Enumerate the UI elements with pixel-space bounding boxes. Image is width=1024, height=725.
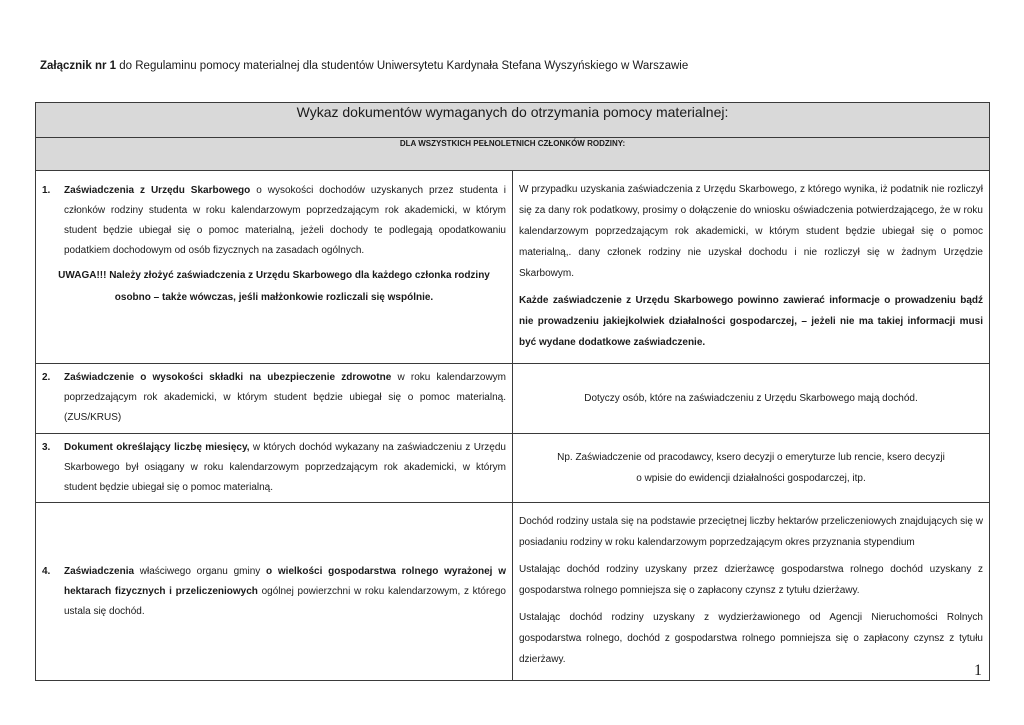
row-4-text-1: właściwego organu gminy [134,565,267,577]
row-4-right [513,503,990,681]
row-1-text: o wysokości dochodów uzyskanych przez studenta i członków rodziny studenta w roku kalendarzowym poprzedzającym rok akademicki, w którym student będzie ubiegał się o pomoc materialną, jeżeli dochody te podlegają opodatkowaniu podatkiem dochodowym od osób fizycznych na zasadach ogólnych. [64,185,506,256]
row-3-right-line-1: Np. Zaświadczenie od pracodawcy, ksero decyzji o emeryturze lub rencie, ksero decyzji [557,452,945,463]
row-3-description [64,438,506,498]
page-number: 1 [974,662,982,679]
warning-note: UWAGA!!! Należy złożyć zaświadczenia z Urzędu Skarbowego dla każdego członka rodziny osobno – także wówczas, jeśli małżonkowie rozliczali się wspólnie. [58,270,490,303]
table-title: Wykaz dokumentów wymaganych do otrzymania pomocy materialnej: [36,103,990,138]
row-2-bold: Zaświadczenie o wysokości składki na ubezpieczenie zdrowotne [64,372,392,383]
table-row [36,171,990,364]
table-row [36,364,990,434]
row-number: 1. [42,185,51,196]
row-3-right-line-2: o wpisie do ewidencji działalności gospodarczej, itp. [636,473,866,484]
row-4-bold-1: Zaświadczenia [64,565,135,577]
row-4-right-paragraph-2: Ustalając dochód rodziny uzyskany przez dzierżawcę gospodarstwa rolnego dochód uzyskany z gospodarstwa rolnego pomniejsza się o zapłacony czynsz z tytułu dzierżawy. [519,564,983,596]
row-3-right [513,434,990,503]
row-3-text: w których dochód wykazany na zaświadczeniu z Urzędu Skarbowego był osiągany w roku kalendarzowym poprzedzającym rok akademicki, w którym student będzie ubiegał się o pomoc materialną. [64,442,506,493]
attachment-description: do Regulaminu pomocy materialnej dla studentów Uniwersytetu Kardynała Stefana Wyszyńskiego w Warszawie [116,60,689,72]
row-2-text: w roku kalendarzowym poprzedzającym rok akademicki, w którym student będzie ubiegał się o pomoc materialną. (ZUS/KRUS) [64,372,506,423]
row-1-right-paragraph: W przypadku uzyskania zaświadczenia z Urzędu Skarbowego, z którego wynika, iż podatnik nie rozliczył się za dany rok podatkowy, prosimy o dołączenie do wniosku oświadczenia potwierdzającego, że w roku kalendarzowym poprzedzającym rok akademicki, w którym student będzie ubiegał się o pomoc materialną,. dany członek rodziny nie uzyskał dochodu i nie rozliczył się w żadnym Urzędzie Skarbowym. [519,184,983,279]
row-1-right-bold-paragraph: Każde zaświadczenie z Urzędu Skarbowego powinno zawierać informacje o prowadzeniu bądź nie prowadzeniu jakiejkolwiek działalności gospodarczej, – jeżeli nie ma takiej informacji musi być wydane dodatkowe zaświadczenie. [519,295,983,348]
row-1-description [64,181,506,261]
row-4-bold-2: o wielkości gospodarstwa rolnego wyrażonej w hektarach fizycznych i przeliczeniowych [64,565,506,597]
row-number: 3. [42,442,51,453]
row-4-right-paragraph-1: Dochód rodziny ustala się na podstawie przeciętnej liczby hektarów przeliczeniowych znajdujących się w posiadaniu rodziny w roku kalendarzowym poprzedzającym okres przyznania stypendium [519,516,983,548]
row-4-right-paragraph-3: Ustalając dochód rodziny uzyskany z wydzierżawionego od Agencji Nieruchomości Rolnych gospodarstwa rolnego, dochód z gospodarstwa rolnego pomniejsza się o zapłacony czynsz z tytułu dzierżawy. [519,612,983,665]
row-4-text-2: ogólnej powierzchni w roku kalendarzowym, z którego ustala się dochód. [64,585,506,617]
row-number: 4. [42,565,51,577]
row-4-description [64,562,506,622]
row-4-left [36,503,513,681]
row-2-left [36,364,513,434]
row-1-right [513,171,990,364]
attachment-label: Załącznik nr 1 [40,60,117,72]
row-1-bold: Zaświadczenia z Urzędu Skarbowego [64,185,251,196]
document-header [40,60,688,72]
row-3-left [36,434,513,503]
table-subtitle: DLA WSZYSTKICH PEŁNOLETNICH CZŁONKÓW RODZINY: [36,138,990,171]
table-row [36,434,990,503]
row-2-description [64,368,506,428]
row-number: 2. [42,372,51,383]
table-row [36,503,990,681]
row-1-left [36,171,513,364]
row-2-right [513,364,990,434]
row-3-bold: Dokument określający liczbę miesięcy, [64,442,250,453]
row-2-right-text: Dotyczy osób, które na zaświadczeniu z Urzędu Skarbowego mają dochód. [584,393,918,404]
documents-table [35,102,990,681]
